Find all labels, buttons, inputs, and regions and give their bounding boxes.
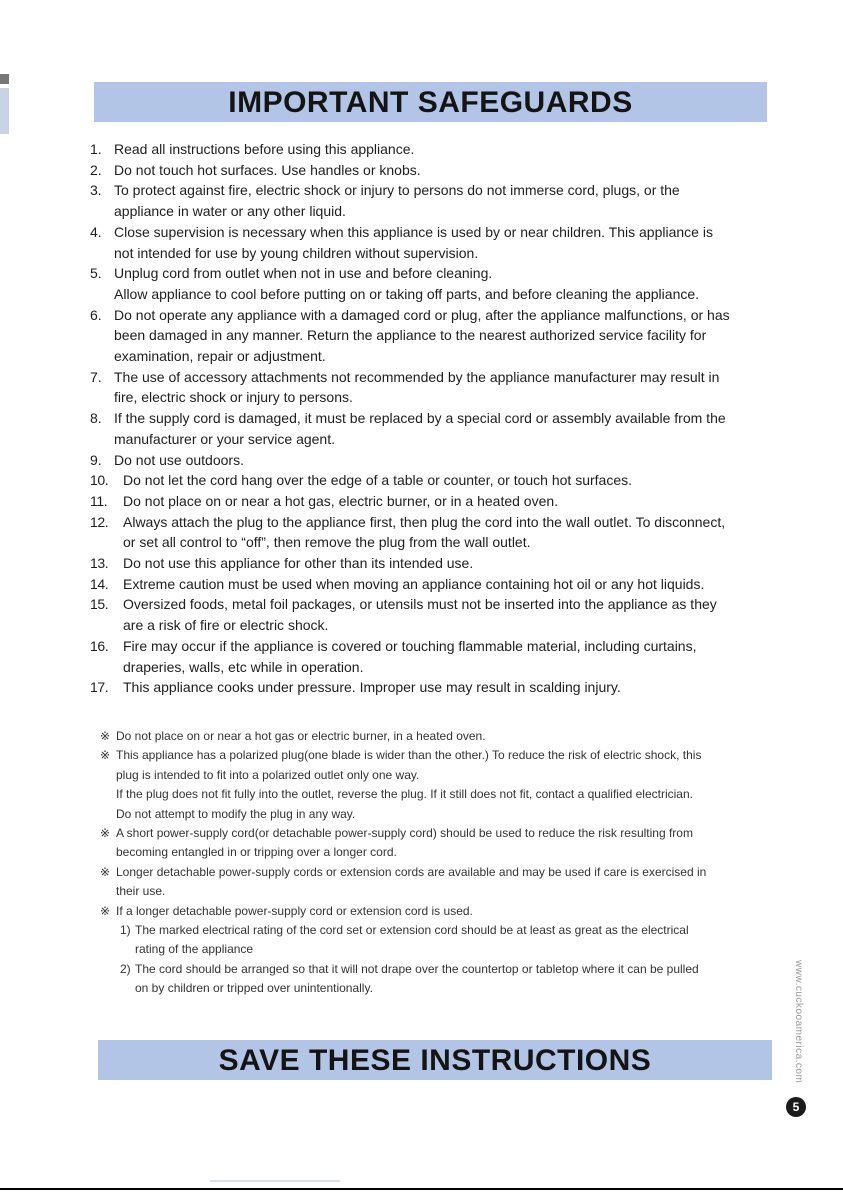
safeguard-text-line: fire, electric shock or injury to persons. xyxy=(114,389,353,406)
safeguard-item xyxy=(90,512,780,553)
safeguard-text-line: appliance in water or any other liquid. xyxy=(114,203,346,220)
safeguard-number: 11. xyxy=(90,492,108,509)
safeguard-text-line: Close supervision is necessary when this appliance is used by or near children. This appliance is xyxy=(114,223,713,240)
safeguard-number: 14. xyxy=(90,575,109,592)
safeguard-text-line: This appliance cooks under pressure. Improper use may result in scalding injury. xyxy=(123,679,621,696)
safeguard-text-line: or set all control to “off”, then remove the plug from the wall outlet. xyxy=(123,534,531,551)
edge-strip xyxy=(0,88,9,134)
safeguard-number: 16. xyxy=(90,637,109,654)
subnote-number: 2) xyxy=(120,961,131,976)
safeguard-text-line: To protect against fire, electric shock or injury to persons do not immerse cord, plugs, or the xyxy=(114,182,680,199)
safeguard-number: 8. xyxy=(90,410,102,427)
note-item xyxy=(100,902,780,921)
note-text-line: their use. xyxy=(116,884,166,899)
safeguard-list xyxy=(90,139,780,698)
safeguard-item xyxy=(90,677,780,698)
safeguard-item xyxy=(90,553,780,574)
safeguard-text-line: examination, repair or adjustment. xyxy=(114,348,326,365)
note-item xyxy=(100,863,780,902)
safeguard-item xyxy=(90,222,780,263)
safeguard-text-line: Allow appliance to cool before putting on or taking off parts, and before cleaning the appliance. xyxy=(114,285,700,302)
subnote-text-line: rating of the appliance xyxy=(135,942,254,957)
safeguard-text-line: are a risk of fire or electric shock. xyxy=(123,617,329,634)
safeguard-number: 4. xyxy=(90,223,102,240)
safeguard-number: 3. xyxy=(90,182,102,199)
note-item xyxy=(100,824,780,863)
safeguard-text-line: Always attach the plug to the appliance first, then plug the cord into the wall outlet. To disconnect, xyxy=(123,513,726,530)
note-text-line: This appliance has a polarized plug(one blade is wider than the other.) To reduce the risk of electric shock, this xyxy=(116,748,702,763)
safeguard-number: 1. xyxy=(90,141,102,157)
page-title: IMPORTANT SAFEGUARDS xyxy=(94,82,767,122)
subnote-item xyxy=(100,960,780,999)
safeguard-text-line: Extreme caution must be used when moving an appliance containing hot oil or any hot liquids. xyxy=(123,575,705,592)
safeguard-text-line: Do not touch hot surfaces. Use handles or knobs. xyxy=(114,161,421,178)
bottom-tick xyxy=(210,1180,340,1182)
subnote-text-line: The marked electrical rating of the cord set or extension cord should be at least as great as the electrical xyxy=(135,923,689,938)
safeguard-text-line: Do not use this appliance for other than its intended use. xyxy=(123,555,474,572)
subnote-number: 1) xyxy=(120,923,131,938)
side-url: www.cuckooamerica.com xyxy=(793,960,804,1084)
subnote-text-line: on by children or tripped over unintentionally. xyxy=(135,981,373,996)
note-text-line: If a longer detachable power-supply cord or extension cord is used. xyxy=(116,903,473,918)
note-item xyxy=(100,727,780,746)
safeguard-text-line: Oversized foods, metal foil packages, or utensils must not be inserted into the appliance as they xyxy=(123,596,717,613)
safeguard-text-line: draperies, walls, etc while in operation. xyxy=(123,658,364,675)
safeguard-number: 9. xyxy=(90,451,102,468)
safeguard-number: 6. xyxy=(90,306,102,323)
note-mark: ※ xyxy=(100,903,111,918)
safeguard-text-line: The use of accessory attachments not recommended by the appliance manufacturer may result in xyxy=(114,368,720,385)
safeguard-item xyxy=(90,636,780,677)
safeguard-item xyxy=(90,305,780,367)
safeguard-item xyxy=(90,180,780,221)
safeguard-item xyxy=(90,450,780,471)
safeguard-item xyxy=(90,139,780,160)
safeguard-text-line: manufacturer or your service agent. xyxy=(114,430,335,447)
note-mark: ※ xyxy=(100,826,111,841)
footer-title: SAVE THESE INSTRUCTIONS xyxy=(98,1040,772,1080)
note-item xyxy=(100,746,780,824)
safeguard-number: 12. xyxy=(90,513,109,530)
safeguard-number: 15. xyxy=(90,596,109,613)
safeguard-text-line: Do not operate any appliance with a damaged cord or plug, after the appliance malfunctions, or has xyxy=(114,306,730,323)
subnote-item xyxy=(100,921,780,960)
safeguard-item xyxy=(90,470,780,491)
safeguard-number: 13. xyxy=(90,555,109,572)
edge-mark xyxy=(0,74,9,84)
safeguard-item xyxy=(90,408,780,449)
safeguard-number: 2. xyxy=(90,161,102,178)
safeguard-item xyxy=(90,594,780,635)
safeguard-text-line: Do not let the cord hang over the edge of a table or counter, or touch hot surfaces. xyxy=(123,472,632,489)
safeguard-number: 17. xyxy=(90,679,109,696)
page-number: 5 xyxy=(786,1097,806,1117)
note-text-line: Longer detachable power-supply cords or extension cords are available and may be used if care is exercised in xyxy=(116,864,707,879)
subnote-text-line: The cord should be arranged so that it will not drape over the countertop or tabletop where it can be pulled xyxy=(135,961,699,976)
safeguard-text-line: Do not place on or near a hot gas, electric burner, or in a heated oven. xyxy=(123,492,559,509)
safeguard-item xyxy=(90,574,780,595)
note-text-line: Do not place on or near a hot gas or electric burner, in a heated oven. xyxy=(116,729,486,743)
safeguard-text-line: If the supply cord is damaged, it must be replaced by a special cord or assembly available from the xyxy=(114,410,726,427)
safeguard-text-line: Unplug cord from outlet when not in use and before cleaning. xyxy=(114,265,493,282)
notes-section xyxy=(100,727,780,999)
safeguard-text-line: Fire may occur if the appliance is covered or touching flammable material, including curtains, xyxy=(123,637,697,654)
safeguard-number: 5. xyxy=(90,265,102,282)
note-text-line: becoming entangled in or tripping over a longer cord. xyxy=(116,845,397,860)
safeguard-text-line: not intended for use by young children without supervision. xyxy=(114,244,479,261)
note-text-line: plug is intended to fit into a polarized outlet only one way. xyxy=(116,767,420,782)
safeguard-text-line: Do not use outdoors. xyxy=(114,451,244,468)
note-text-line: A short power-supply cord(or detachable power-supply cord) should be used to reduce the risk resulting from xyxy=(116,826,693,841)
safeguard-number: 10. xyxy=(90,472,109,489)
note-text-line: If the plug does not fit fully into the outlet, reverse the plug. If it still does not fit, contact a qualified electrician. xyxy=(116,787,693,802)
safeguard-number: 7. xyxy=(90,368,102,385)
safeguard-text-line: been damaged in any manner. Return the appliance to the nearest authorized service facility for xyxy=(114,327,707,344)
safeguard-item xyxy=(90,491,780,512)
safeguard-text-line: Read all instructions before using this appliance. xyxy=(114,141,415,157)
note-mark: ※ xyxy=(100,748,111,763)
safeguard-item xyxy=(90,160,780,181)
note-text-line: Do not attempt to modify the plug in any way. xyxy=(116,806,356,821)
note-mark: ※ xyxy=(100,864,111,879)
note-mark: ※ xyxy=(100,729,111,743)
safeguard-item xyxy=(90,263,780,304)
bottom-rule xyxy=(0,1188,843,1190)
safeguard-item xyxy=(90,367,780,408)
